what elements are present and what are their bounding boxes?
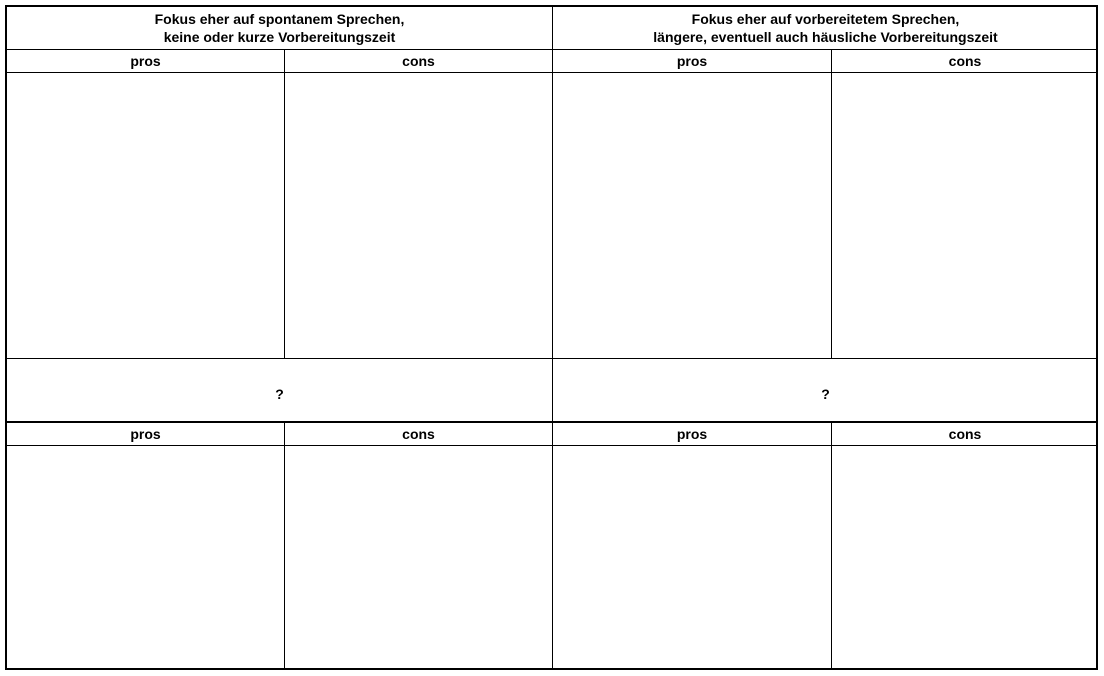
upper-right-cons-area[interactable] [832,73,1098,358]
header-prepared-speaking [553,7,1098,49]
right-question-cell[interactable]: ? [821,386,830,402]
header-spontaneous-speaking [7,7,552,49]
lower-right-pros-label: pros [676,426,708,442]
lower-right-pros-area[interactable] [553,446,831,668]
upper-left-cons-area[interactable] [285,73,552,358]
header-spontaneous-line1: Fokus eher auf spontanem Sprechen, [154,11,405,27]
lower-left-cons-area[interactable] [285,446,552,668]
lower-right-cons-area[interactable] [832,446,1098,668]
upper-left-pros-label: pros [130,53,161,69]
header-prepared-line1: Fokus eher auf vorbereitetem Sprechen, [691,11,960,27]
header-spontaneous-line2: keine oder kurze Vorbereitungszeit [163,29,396,45]
upper-left-column-divider [284,49,285,359]
header-prepared-line2: längere, eventuell auch häusliche Vorbereitungszeit [653,29,998,45]
lower-right-column-divider [831,421,832,668]
center-divider [552,7,553,668]
lower-left-pros-area[interactable] [7,446,284,668]
pros-cons-table [5,5,1098,670]
upper-right-cons-label: cons [948,53,982,69]
lower-right-cons-label: cons [948,426,982,442]
lower-left-cons-label: cons [402,426,435,442]
upper-right-column-divider [831,49,832,359]
left-question-cell[interactable]: ? [275,386,284,402]
upper-right-pros-label: pros [676,53,708,69]
lower-left-pros-label: pros [130,426,161,442]
upper-left-cons-label: cons [402,53,435,69]
upper-right-pros-area[interactable] [553,73,831,358]
lower-left-column-divider [284,421,285,668]
upper-left-pros-area[interactable] [7,73,284,358]
